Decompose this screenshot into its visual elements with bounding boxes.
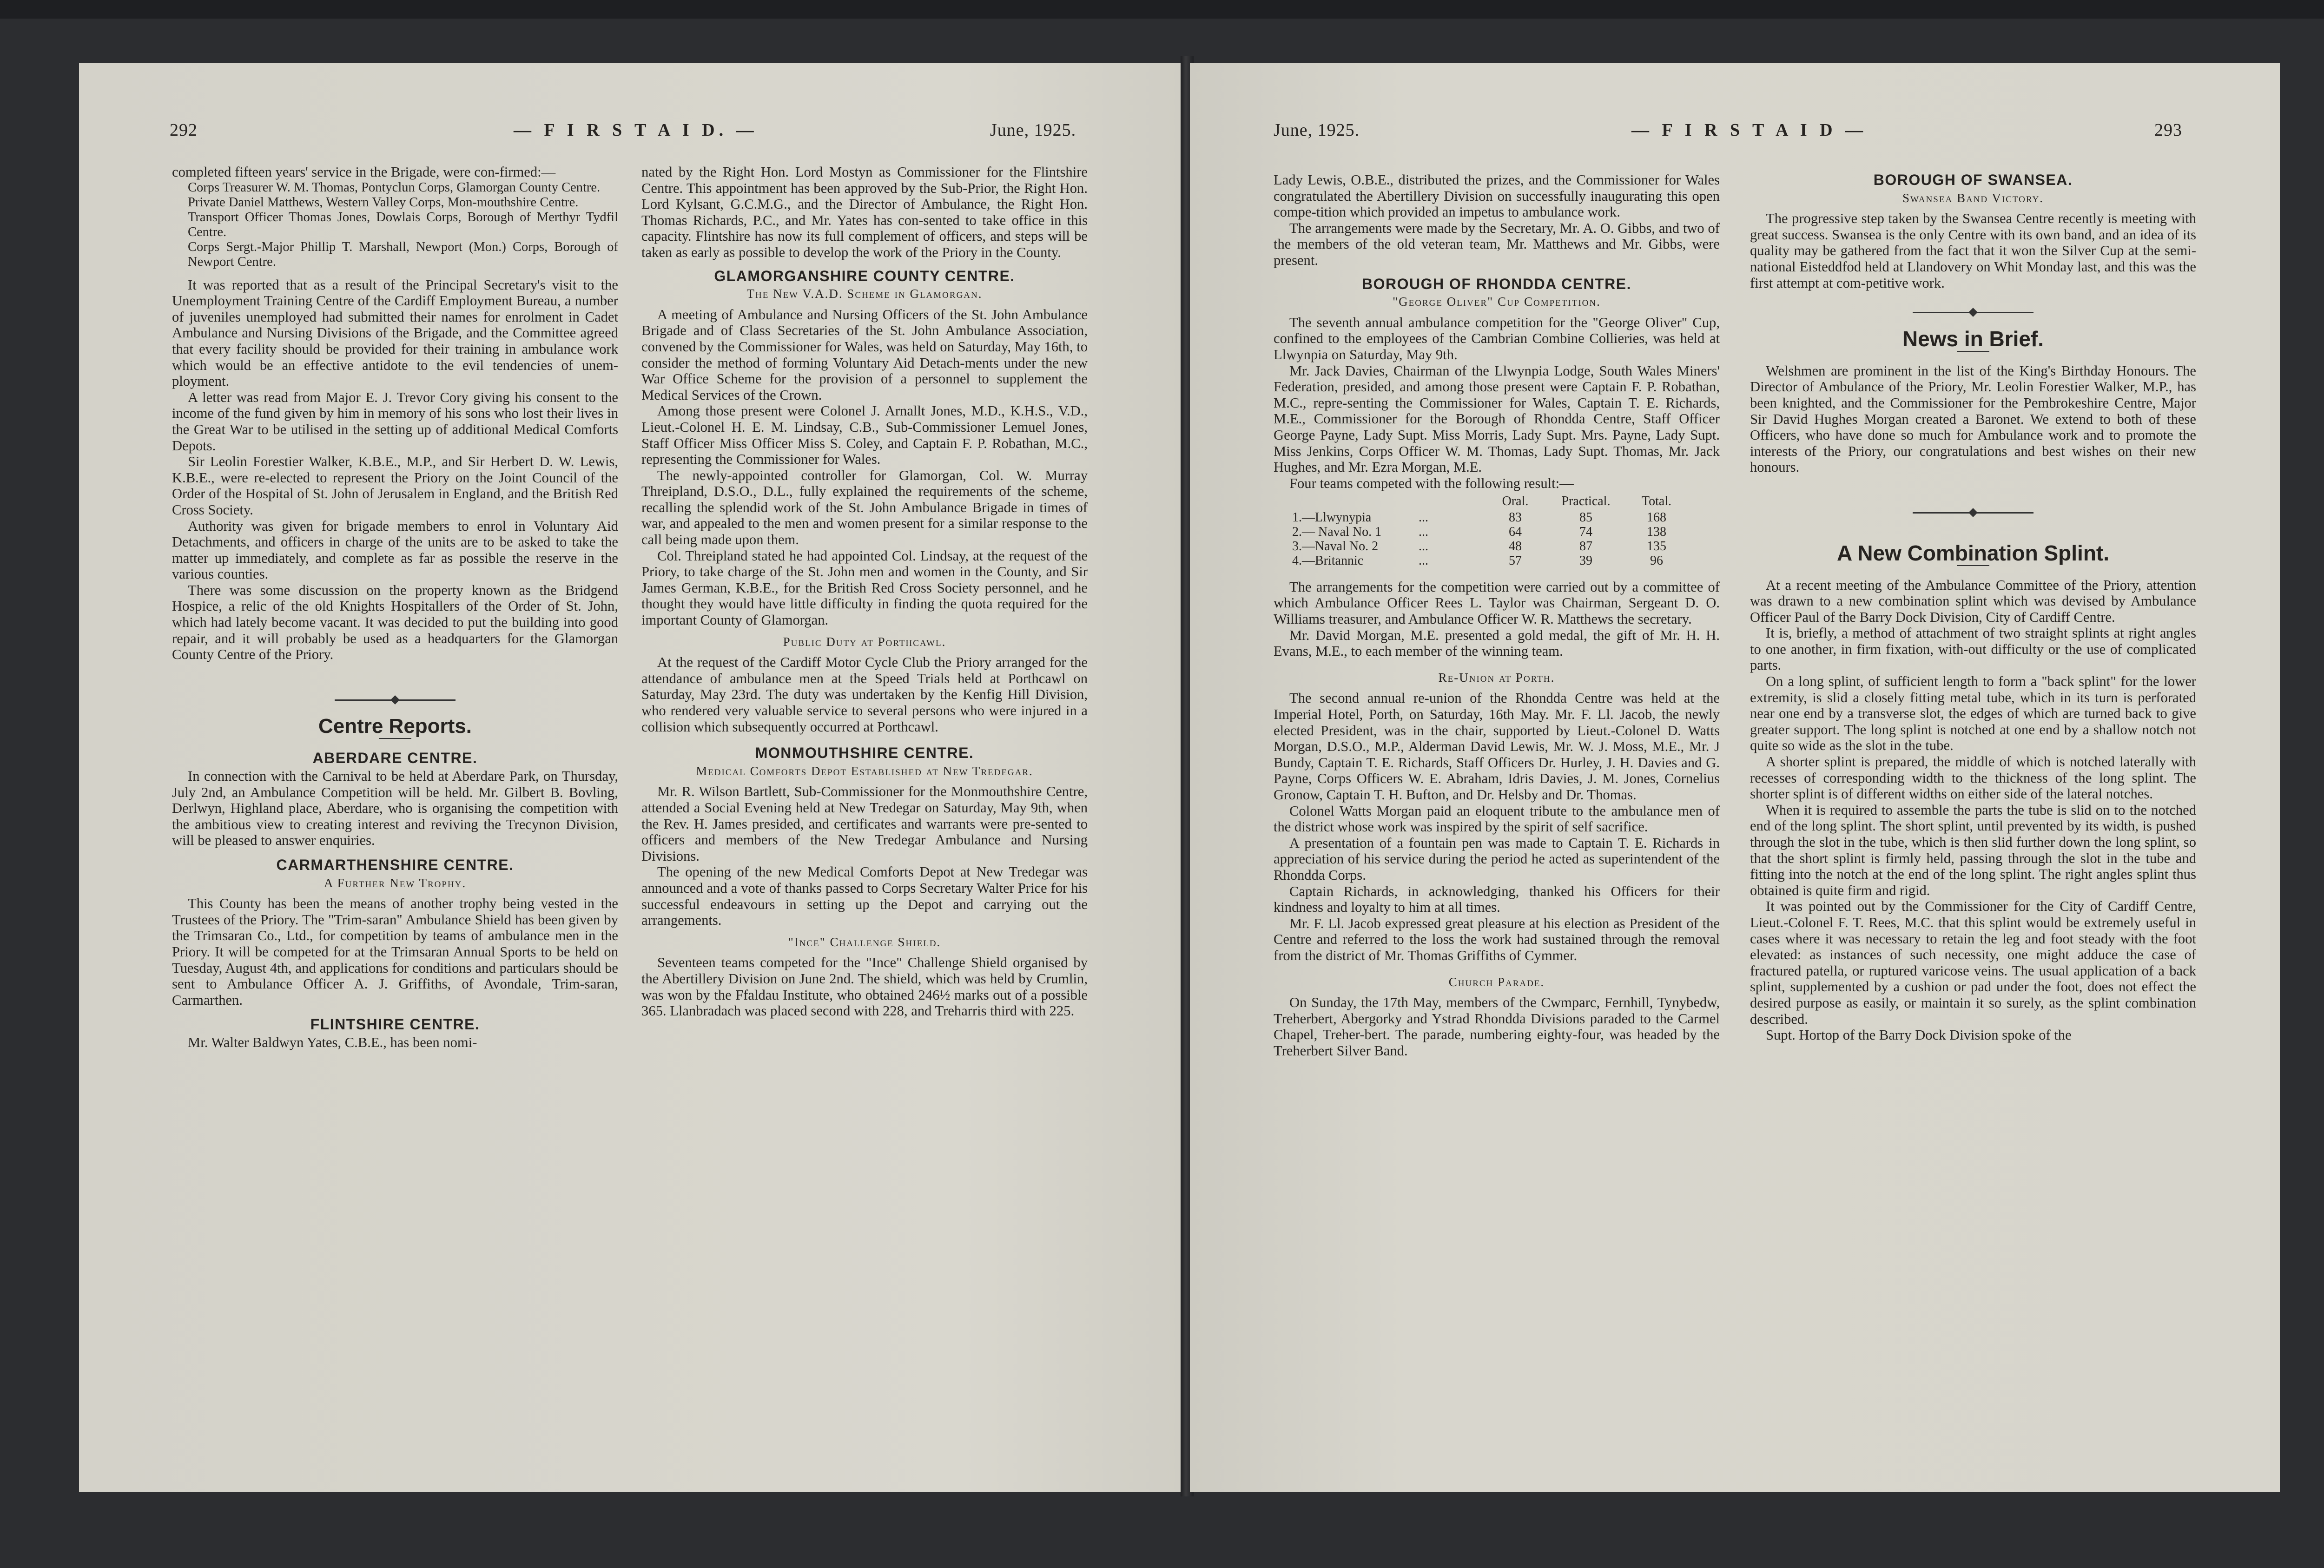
total-score: 96 xyxy=(1650,553,1663,568)
total-score: 135 xyxy=(1647,539,1666,553)
team-name: 1.—Llwynypia xyxy=(1292,510,1372,525)
list-item: Corps Sergt.-Major Phillip T. Marshall, Newport (Mon.) Corps, Borough of Newport Centre. xyxy=(188,239,618,269)
practical-score: 85 xyxy=(1579,510,1592,525)
paragraph: The arrangements were made by the Secretary, Mr. A. O. Gibbs, and two of the members of the old veteran team, Mr. Matthews and Mr. Gibbs, were present. xyxy=(1274,220,1720,268)
subheading: "Ince" Challenge Shield. xyxy=(788,935,941,949)
running-header-293 xyxy=(1190,120,2280,148)
subheading: Medical Comforts Depot Established at New Tredegar. xyxy=(696,764,1033,778)
paragraph: On Sunday, the 17th May, members of the Cwmparc, Fernhill, Tynybedw, Treherbert, Abergorky and Ystrad Rhondda Divisions paraded to the Carmel Chapel, Treher-bert. The parade, numbering eighty-four, was headed by the Treherbert Silver Band. xyxy=(1274,995,1720,1059)
paragraph: Col. Threipland stated he had appointed Col. Lindsay, at the request of the Priory, to take charge of the St. John men and women in the County, and Sir James German, K.B.E., for the British Red Cross Society personnel, and he thought they would have little difficulty in finding the quota required for the important County of Glamorgan. xyxy=(641,547,1088,628)
ornament-divider xyxy=(172,695,618,705)
section-heading: MONMOUTHSHIRE CENTRE. xyxy=(755,744,974,762)
paragraph: The opening of the new Medical Comforts Depot at New Tredegar was announced and a vote of thanks passed to Corps Secretary Walter Price for his successful endeavours in setting up the Depot and carrying out the arrangements. xyxy=(641,864,1088,929)
paragraph: A shorter splint is prepared, the middle of which is notched laterally with recesses of corresponding width to the thickness of the long splint. The shorter splint is of different widths on either side of the lateral notches. xyxy=(1750,754,2196,802)
column-header: Practical. xyxy=(1561,494,1611,509)
issue-date: June, 1925. xyxy=(990,120,1076,140)
practical-score: 39 xyxy=(1579,553,1592,568)
paragraph: This County has been the means of another trophy being vested in the Trustees of the Priory. The "Trim-saran" Ambulance Shield has been given by the Trimsaran Co., Ltd., for competition by teams of ambulance men in the Priory. It will be competed for at the Trimsaran Annual Sports to be held on Tuesday, August 4th, and applications for conditions and particulars should be sent to Ambulance Officer A. J. Griffiths, of Avondale, Trim-saran, Carmarthen. xyxy=(172,896,618,1008)
list-item: Transport Officer Thomas Jones, Dowlais Corps, Borough of Merthyr Tydfil Centre. xyxy=(188,210,618,239)
page-number: 293 xyxy=(2154,120,2182,140)
paragraph: The newly-appointed controller for Glamorgan, Col. W. Murray Threipland, D.S.O., D.L., fully explained the requirements of the scheme, recalling the splendid work of the St. John Ambulance Brigade in times of war, and appealed to the men and women present for a similar response to the call being made upon them. xyxy=(641,467,1088,548)
paragraph: Welshmen are prominent in the list of the King's Birthday Honours. The Director of Ambulance of the Priory, Mr. Leolin Forestier Walker, M.P., has been knighted, and the Commissioner for the Pembrokeshire Centre, Major Sir David Hughes Morgan created a Baronet. We extend to both of these Officers, who have done so much for Ambulance work and to promote the interests of the Priory, our congratulations and best wishes on their new honours. xyxy=(1750,362,2196,475)
table-header-row xyxy=(1274,493,1692,510)
running-header-292 xyxy=(79,120,1183,148)
paragraph: Seventeen teams competed for the "Ince" Challenge Shield organised by the Abertillery Division on June 2nd. The shield, which was held by Crumlin, was won by the Ffaldau Institute, who obtained 246½ marks out of a possible 365. Llanbradach was placed second with 228, and Treharris third with 225. xyxy=(641,955,1088,1019)
oral-score: 64 xyxy=(1509,524,1522,539)
column-1 xyxy=(172,164,618,1051)
list-item: Private Daniel Matthews, Western Valley Corps, Mon-mouthshire Centre. xyxy=(188,195,579,210)
section-heading: A New Combination Splint. xyxy=(1836,540,2110,565)
team-name: 2.— Naval No. 1 xyxy=(1292,524,1382,539)
subheading: Public Duty at Porthcawl. xyxy=(783,634,946,649)
paragraph: Captain Richards, in acknowledging, thanked his Officers for their kindness and loyalty to him at all times. xyxy=(1274,883,1720,916)
paragraph: When it is required to assemble the parts the tube is slid on to the notched end of the long splint. The short splint, until prevented by its width, is pushed through the slot in the tube, which is then slid further down the long splint, so that the short splint is firmly held, passing through the slot in the tube and fitting into the notch at the end of the long splint. The right angles splint thus obtained is quite firm and rigid. xyxy=(1750,802,2196,898)
paragraph: Mr. R. Wilson Bartlett, Sub-Commissioner for the Monmouthshire Centre, attended a Social Evening held at New Tredegar on Saturday, May 9th, when the Rev. H. James presided, and certificates and warrants were pre-sented to officers and members of the New Tredegar Ambulance and Nursing Divisions. xyxy=(641,784,1088,864)
column-header: Total. xyxy=(1641,494,1672,509)
practical-score: 74 xyxy=(1579,524,1592,539)
team-name: 4.—Britannic xyxy=(1292,553,1364,568)
paragraph: On a long splint, of sufficient length to form a "back splint" for the lower extremity, is slid a closely fitting metal tube, which in its turn is perforated near one end by a transverse slot, the edges of which are turned back to give greater support. The long splint is notched at one end by a shallow notch not quite so wide as the slot in the tube. xyxy=(1750,673,2196,754)
page-293 xyxy=(1190,63,2280,1492)
paragraph: A meeting of Ambulance and Nursing Officers of the St. John Ambulance Brigade and of Class Secretaries of the St. John Ambulance Association, convened by the Commissioner for Wales, was held on Saturday, May 16th, to consider the method of forming Voluntary Aid Detach-ments under the new War Office Scheme for the provision of a personnel to supplement the Medical Services of the Crown. xyxy=(641,306,1088,403)
section-heading: BOROUGH OF RHONDDA CENTRE. xyxy=(1361,275,1632,292)
subheading: The New V.A.D. Scheme in Glamorgan. xyxy=(746,287,983,301)
paragraph: Supt. Hortop of the Barry Dock Division spoke of the xyxy=(1766,1027,2072,1043)
paragraph: The arrangements for the competition were carried out by a committee of which Ambulance Officer Rees L. Taylor was Chairman, Sergeant D. O. Williams treasurer, and Ambulance Officer W. R. Matthews the secretary. xyxy=(1274,579,1720,627)
paragraph: There was some discussion on the property known as the Bridgend Hospice, a relic of the old Knights Hospitallers of the Order of St. John, which had lately become vacant. It was decided to put the building into good repair, and it will probably be used as a headquarters for the Glamorgan County Centre of the Priory. xyxy=(172,582,618,663)
column-4 xyxy=(1750,172,2196,1043)
paragraph: nated by the Right Hon. Lord Mostyn as Commissioner for the Flintshire Centre. This appointment has been approved by the Sub-Prior, the Right Hon. Lord Kylsant, G.C.M.G., and the Director of Ambulance, the Right Hon. Thomas Richards, P.C., and Mr. Yates has con-sented to take office in this capacity. Flintshire has now its full complement of officers, and steps will be taken as early as possible to develop the work of the Priory in the County. xyxy=(641,164,1088,260)
short-rule xyxy=(1957,351,1989,352)
practical-score: 87 xyxy=(1579,539,1592,553)
paragraph: Sir Leolin Forestier Walker, K.B.E., M.P., and Sir Herbert D. W. Lewis, K.B.E., were re-elected to represent the Priory on the Joint Council of the Order of the Hospital of St. John of Jerusalem in England, and the British Red Cross Society. xyxy=(172,454,618,518)
paragraph: Authority was given for brigade members to enrol in Voluntary Aid Detachments, and officers in charge of the units are to be asked to take the matter up immediately, and complete as far as possible the reserve in the various counties. xyxy=(172,518,618,582)
total-score: 138 xyxy=(1647,524,1666,539)
paragraph: completed fifteen years' service in the Brigade, were con-firmed:— xyxy=(172,164,556,180)
short-rule xyxy=(379,738,411,739)
page-292 xyxy=(79,63,1183,1492)
oral-score: 57 xyxy=(1509,553,1522,568)
results-table xyxy=(1274,493,1692,568)
section-heading: ABERDARE CENTRE. xyxy=(312,750,478,767)
paragraph: The seventh annual ambulance competition for the "George Oliver" Cup, confined to the employees of the Cambrian Combine Collieries, was held at Llwynpia on Saturday, May 9th. xyxy=(1274,314,1720,362)
table-row: 3.—Naval No. 2 ... 48 87 135 xyxy=(1274,539,1692,553)
paragraph: It was pointed out by the Commissioner for the City of Cardiff Centre, Lieut.-Colonel F. T. Rees, M.C. that this splint would be extremely useful in cases where it was necessary to retain the leg and foot steady with the foot elevated: as instances of such necessity, one might adduce the case of fractured patella, or ruptured varicose veins. The usual application of a back splint, supplemented by a cushion or pad under the foot, does not effect the desired purpose as easily, or maintain it so surely, as the splint combination described. xyxy=(1750,898,2196,1027)
ornament-divider xyxy=(1750,508,2196,517)
paragraph: At a recent meeting of the Ambulance Committee of the Priory, attention was drawn to a new combination splint which was devised by Ambulance Officer Paul of the Barry Dock Division, City of Cardiff Centre. xyxy=(1750,577,2196,625)
paragraph: In connection with the Carnival to be held at Aberdare Park, on Thursday, July 2nd, an Ambulance Competition will be held. Mr. Gilbert B. Bovling, Derlwyn, Highland place, Aberdare, who is organising the competition with the ambitious view to creating interest and reviving the Trecynon Division, will be pleased to answer enquiries. xyxy=(172,768,618,849)
subheading: Church Parade. xyxy=(1448,975,1545,989)
section-heading: CARMARTHENSHIRE CENTRE. xyxy=(276,856,514,873)
scan-top-edge xyxy=(0,0,2324,19)
column-3 xyxy=(1274,172,1720,1059)
paragraph: Mr. David Morgan, M.E. presented a gold medal, the gift of Mr. H. H. Evans, M.E., to each member of the winning team. xyxy=(1274,627,1720,659)
section-heading: BOROUGH OF SWANSEA. xyxy=(1873,171,2073,188)
table-row: 2.— Naval No. 1 ... 64 74 138 xyxy=(1274,525,1692,539)
journal-title: — F I R S T A I D — xyxy=(1631,120,1868,140)
subheading: Swansea Band Victory. xyxy=(1902,191,2044,205)
paragraph: A letter was read from Major E. J. Trevor Cory giving his consent to the income of the fund given by him in memory of his sons who lost their lives in the Great War to be utilised in the setting up of additional Medical Comforts Depots. xyxy=(172,389,618,454)
paragraph: At the request of the Cardiff Motor Cycle Club the Priory arranged for the attendance of ambulance men at the Speed Trials held at Porthcawl on Saturday, May 23rd. The duty was undertaken by the Kenfig Hill Division, who rendered very valuable service to several persons who were injured in a collision which subsequently occurred at Porthcawl. xyxy=(641,654,1088,735)
section-heading: FLINTSHIRE CENTRE. xyxy=(310,1016,480,1033)
total-score: 168 xyxy=(1647,510,1666,525)
team-name: 3.—Naval No. 2 xyxy=(1292,539,1379,553)
paragraph: Lady Lewis, O.B.E., distributed the prizes, and the Commissioner for Wales congratulated the Abertillery Division on successfully inaugurating this open compe-tition which provided an impetus to ambulance work. xyxy=(1274,172,1720,220)
paragraph: The second annual re-union of the Rhondda Centre was held at the Imperial Hotel, Porth, on Saturday, 16th May. Mr. F. Ll. Jacob, the newly elected President, was in the chair, supported by Lieut.-Colonel D. Watts Morgan, D.S.O., M.P., Alderman David Lewis, Mr. W. J. Moss, M.E., Mr. J Bundy, Captain T. E. Richards, Staff Officers Dr. Hurley, J. H. Davies and G. Payne, Corps Officers W. E. Abraham, Idris Davies, J. M. Jones, Cornelius Gronow, Captain T. H. Bufton, and Dr. Helsby and Dr. Thomas. xyxy=(1274,690,1720,803)
paragraph: Mr. Walter Baldwyn Yates, C.B.E., has been nomi- xyxy=(188,1034,477,1050)
page-number: 292 xyxy=(170,120,198,140)
subheading: A Further New Trophy. xyxy=(324,876,467,890)
issue-date: June, 1925. xyxy=(1274,120,1360,140)
paragraph: It is, briefly, a method of attachment of two straight splints at right angles to one another, in firm fixation, with-out difficulty or the use of complicated parts. xyxy=(1750,625,2196,673)
section-heading: News in Brief. xyxy=(1902,327,2044,351)
paragraph: Four teams competed with the following result:— xyxy=(1289,475,1574,491)
section-heading: Centre Reports. xyxy=(318,714,472,738)
paragraph: It was reported that as a result of the Principal Secretary's visit to the Unemployment Training Centre of the Cardiff Employment Bureau, a number of juveniles unemployed had submitted their names for enrolment in Cadet Ambulance and Nursing Divisions of the Brigade, and the Committee agreed that every facility should be provided for their training in ambulance work which would be an effective antidote to the evil tendencies of unem-ployment. xyxy=(172,277,618,389)
ornament-divider xyxy=(1750,308,2196,317)
column-header: Oral. xyxy=(1502,494,1529,509)
paragraph: Among those present were Colonel J. Arnallt Jones, M.D., K.H.S., V.D., Lieut.-Colonel H. E. M. Lindsay, C.B., Sub-Commissioner Lemuel Jones, Staff Officer Miss Officer Miss S. Coley, and Captain F. P. Robathan, M.C., representing the Commissioner for Wales. xyxy=(641,403,1088,468)
oral-score: 48 xyxy=(1509,539,1522,553)
paragraph: The progressive step taken by the Swansea Centre recently is meeting with great success. Swansea is the only Centre with its own band, and an idea of its quality may be gathered from the fact that it won the Silver Cup at the semi-national Eisteddfod held at Llandovery on Whit Monday last, and this was the first attempt at com-petitive work. xyxy=(1750,211,2196,291)
journal-title: — F I R S T A I D. — xyxy=(514,120,758,140)
table-row: 1.—Llwynypia ... 83 85 168 xyxy=(1274,510,1692,525)
section-heading: GLAMORGANSHIRE COUNTY CENTRE. xyxy=(714,267,1015,284)
list-item: Corps Treasurer W. M. Thomas, Pontyclun Corps, Glamorgan County Centre. xyxy=(188,180,601,195)
subheading: Re-Union at Porth. xyxy=(1438,670,1555,685)
paragraph: Mr. Jack Davies, Chairman of the Llwynpia Lodge, South Wales Miners' Federation, presided, and among those present were Captain F. P. Robathan, M.C., repre-senting the Commissioner for Wales, Captain T. E. Richards, M.E., Commissioner for the Borough of Rhondda Centre, Staff Officer George Payne, Lady Supt. Miss Morris, Lady Supt. Mrs. Payne, Lady Supt. Miss Jenkins, Corps Officer W. M. Thomas, Lady Supt. Thomas, Mr. Jack Hughes, and Mr. Ezra Morgan, M.E. xyxy=(1274,362,1720,475)
paragraph: Mr. F. Ll. Jacob expressed great pleasure at his election as President of the Centre and referred to the loss the work had sustained through the removal from the district of Mr. Thomas Griffiths of Cymmer. xyxy=(1274,915,1720,963)
column-2 xyxy=(641,164,1088,1019)
subheading: "George Oliver" Cup Competition. xyxy=(1393,295,1601,309)
paragraph: Colonel Watts Morgan paid an eloquent tribute to the ambulance men of the district whose work was inspired by the spirit of self sacrifice. xyxy=(1274,803,1720,835)
paragraph: A presentation of a fountain pen was made to Captain T. E. Richards in appreciation of his service during the period he acted as superintendent of the Rhondda Corps. xyxy=(1274,835,1720,883)
table-row: 4.—Britannic ... 57 39 96 xyxy=(1274,553,1692,568)
oral-score: 83 xyxy=(1509,510,1522,525)
